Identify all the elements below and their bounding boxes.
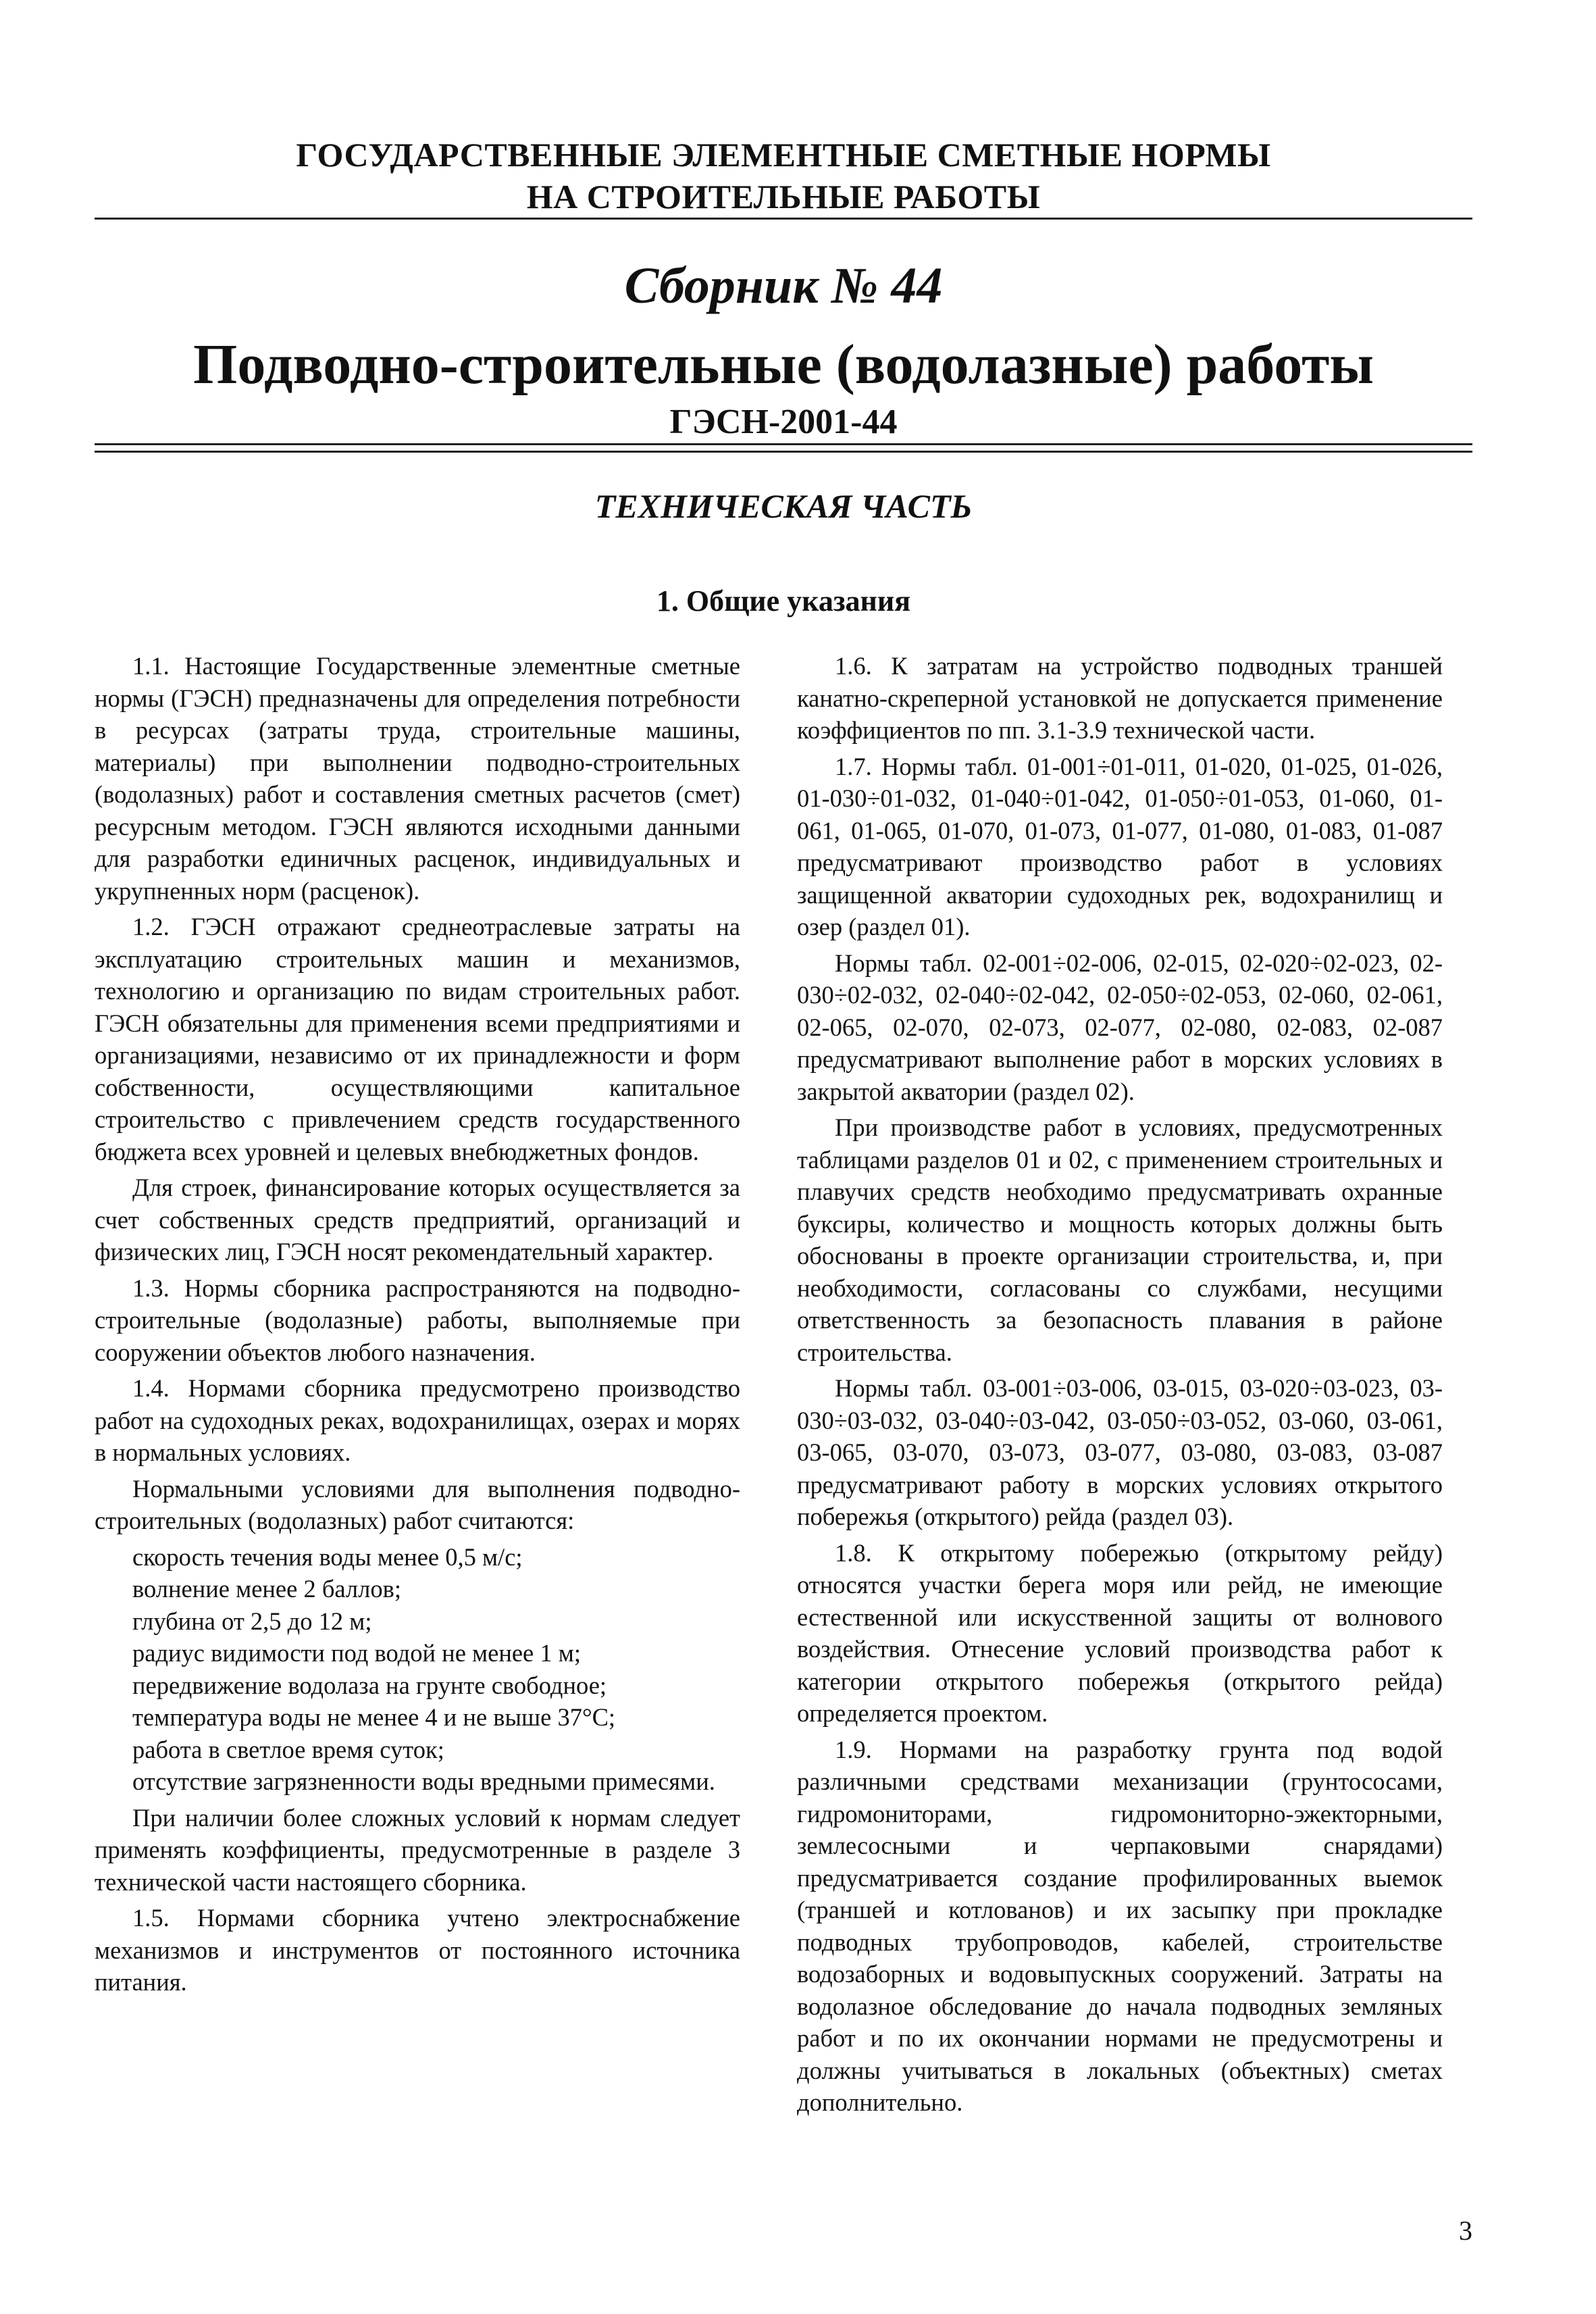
page-number: 3 — [1459, 2215, 1472, 2246]
header-title-line-2: НА СТРОИТЕЛЬНЫЕ РАБОТЫ — [526, 178, 1041, 216]
condition-item: работа в светлое время суток; — [132, 1735, 444, 1763]
condition-item: передвижение водолаза на грунте свободное; — [132, 1671, 607, 1699]
paragraph-1-7: 1.7. Нормы табл. 01-001÷01-011, 01-020, 01-025, 01-026, 01-030÷01-032, 01-040÷01-042, 01-050÷01-053, 01-060, 01-061, 01-065, 01-070, 01-073, 01-077, 01-080, 01-083, 01-087 предусматривают производство работ в условиях защищенной акватории судоходных рек, водохранилищ и озер (раздел 01). — [797, 752, 1443, 940]
paragraph-1-4: 1.4. Нормами сборника предусмотрено производство работ на судоходных реках, водохранилищах, озерах и морях в нормальных условиях. — [95, 1374, 740, 1466]
condition-item: температура воды не менее 4 и не выше 37°С; — [132, 1703, 616, 1731]
paragraph-1-2: 1.2. ГЭСН отражают среднеотраслевые затраты на эксплуатацию строительных машин и механизмов, технологию и организацию по видам строительных работ. ГЭСН обязательны для применения всеми предприятиями и организациями, независимо от их принадлежности и форм собственности, осуществляющими капитальное строительство с привлечением средств государственного бюджета всех уровней и целевых внебюджетных фондов. — [95, 913, 740, 1165]
header-title-line-1: ГОСУДАРСТВЕННЫЕ ЭЛЕМЕНТНЫЕ СМЕТНЫЕ НОРМЫ — [296, 136, 1271, 174]
condition-item: глубина от 2,5 до 12 м; — [132, 1607, 372, 1635]
paragraph-1-2-funding: Для строек, финансирование которых осуществляется за счет собственных средств предприятий, организаций и физических лиц, ГЭСН носят рекомендательный характер. — [95, 1174, 740, 1265]
paragraph-1-4-normal-conditions: Нормальными условиями для выполнения подводно-строительных (водолазных) работ считаются: — [95, 1474, 740, 1534]
part-title: ТЕХНИЧЕСКАЯ ЧАСТЬ — [594, 487, 973, 525]
subsection-title: 1. Общие указания — [656, 584, 911, 618]
paragraph-1-7-escort-tugs: При производстве работ в условиях, предусмотренных таблицами разделов 01 и 02, с применением строительных и плавучих средств необходимо предусматривать охранные буксиры, количество и мощность которых должны быть обоснованы в проекте организации строительства, и, при необходимости, согласованы со службами, несущими ответственность за безопасность плавания в районе строительства. — [797, 1113, 1443, 1366]
condition-item: радиус видимости под водой не менее 1 м; — [132, 1639, 581, 1667]
collection-title: Сборник № 44 — [624, 257, 943, 314]
left-column — [95, 650, 740, 2003]
header-rule — [95, 218, 1472, 220]
double-rule — [95, 443, 1472, 453]
paragraph-1-1: 1.1. Настоящие Государственные элементные сметные нормы (ГЭСН) предназначены для определения потребности в ресурсах (затраты труда, строительные машины, материалы) при выполнении подводно-строительных (водолазных) работ и составления сметных расчетов (смет) ресурсным методом. ГЭСН являются исходными данными для разработки единичных расценок, индивидуальных и укрупненных норм (расценок). — [95, 652, 740, 905]
paragraph-1-7-section-03: Нормы табл. 03-001÷03-006, 03-015, 03-020÷03-023, 03-030÷03-032, 03-040÷03-042, 03-050÷03-052, 03-060, 03-061, 03-065, 03-070, 03-073, 03-077, 03-080, 03-083, 03-087 предусматривают работу в морских условиях открытого побережья (открытого) рейда (раздел 03). — [797, 1374, 1443, 1530]
norm-code: ГЭСН-2001-44 — [669, 403, 898, 441]
paragraph-1-9: 1.9. Нормами на разработку грунта под водой различными средствами механизации (грунтососами, гидромониторами, гидромониторно-эжекторными, землесосными и черпаковыми снарядами) предусматривается создание профилированных выемок (траншей и котлованов) и их засыпку при прокладке подводных трубопроводов, кабелей, строительстве водозаборных и водовыпускных сооружений. Затраты на водолазное обследование до начала подводных земляных работ и по их окончании нормами не предусмотрены и должны учитываться в локальных (объектных) сметах дополнительно. — [797, 1735, 1443, 2116]
paragraph-1-6: 1.6. К затратам на устройство подводных траншей канатно-скреперной установкой не допускается применение коэффициентов по пп. 3.1-3.9 технической части. — [797, 652, 1443, 744]
paragraph-1-8: 1.8. К открытому побережью (открытому рейду) относятся участки берега моря или рейд, не имеющие естественной или искусственной защиты от волнового воздействия. Отнесение условий производства работ к категории открытого побережья (открытого рейда) определяется проектом. — [797, 1538, 1443, 1727]
paragraph-1-5: 1.5. Нормами сборника учтено электроснабжение механизмов и инструментов от постоянного источника питания. — [95, 1904, 740, 1996]
paragraph-1-3: 1.3. Нормы сборника распространяются на подводно-строительные (водолазные) работы, выполняемые при сооружении объектов любого назначения. — [95, 1274, 740, 1366]
condition-item: скорость течения воды менее 0,5 м/с; — [132, 1542, 523, 1571]
condition-item: волнение менее 2 баллов; — [132, 1575, 401, 1603]
paragraph-1-4-coefficients: При наличии более сложных условий к нормам следует применять коэффициенты, предусмотренные в разделе 3 технической части настоящего сборника. — [95, 1803, 740, 1896]
document-header — [95, 134, 1472, 218]
condition-item: отсутствие загрязненности воды вредными примесями. — [132, 1767, 715, 1795]
section-title: Подводно-строительные (водолазные) работы — [193, 333, 1374, 396]
paragraph-1-7-section-02: Нормы табл. 02-001÷02-006, 02-015, 02-020÷02-023, 02-030÷02-032, 02-040÷02-042, 02-050÷02-053, 02-060, 02-061, 02-065, 02-070, 02-073, 02-077, 02-080, 02-083, 02-087 предусматривают выполнение работ в морских условиях в закрытой акватории (раздел 02). — [797, 949, 1443, 1105]
right-column — [797, 650, 1443, 2123]
